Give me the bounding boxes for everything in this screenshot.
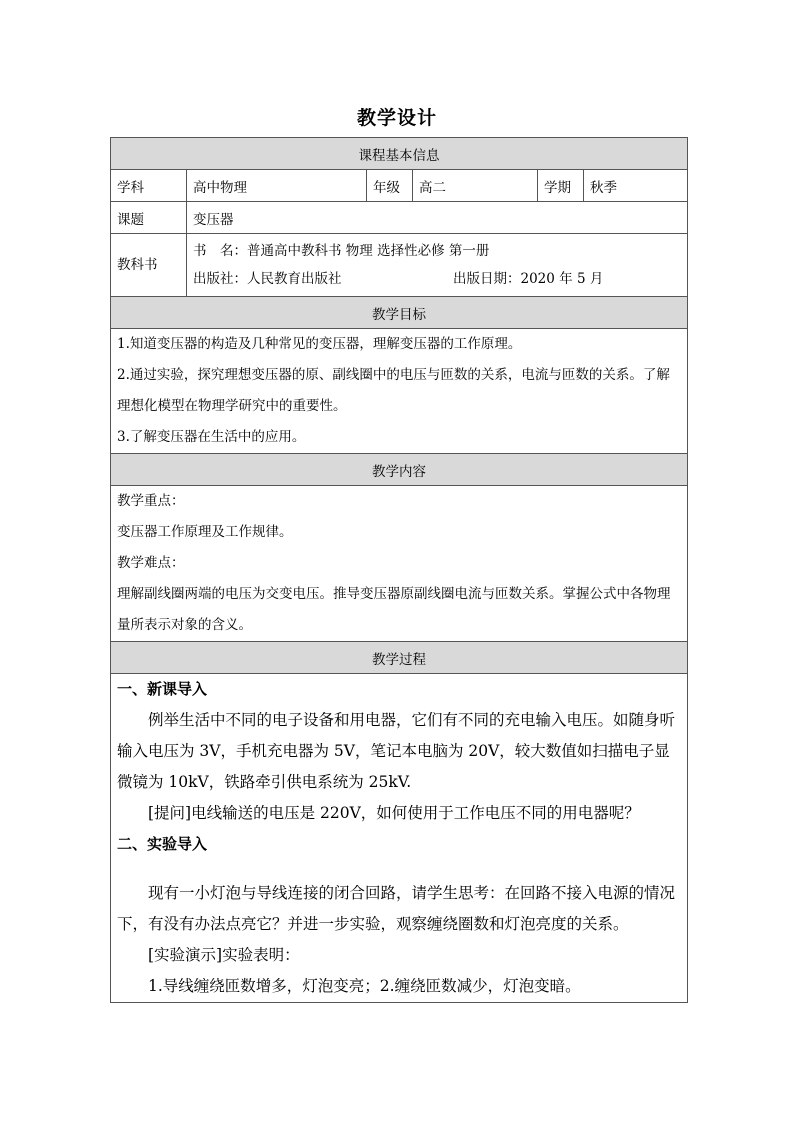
difficulty-text: 理解副线圈两端的电压为交变电压。推导变压器原副线圈电流与匝数关系。掌握公式中各物理量所表示对象的含义。 (117, 586, 671, 633)
textbook-label: 教科书 (111, 234, 187, 297)
paragraph: 1.导线缠绕匝数增多，灯泡变亮；2.缠绕匝数减少，灯泡变暗。 (148, 977, 581, 995)
paragraph: 例举生活中不同的电子设备和用电器，它们有不同的充电输入电压。如随身听输入电压为 3V，手机充电器为 5V，笔记本电脑为 20V，较大数值如扫描电子显微镜为 10kV，铁路牵引供电系统为 25kV. (117, 711, 676, 791)
section-goals (111, 297, 688, 329)
term-value: 秋季 (584, 170, 688, 202)
key-label: 教学重点： (117, 493, 185, 509)
section-content (111, 454, 688, 486)
term-label: 学期 (538, 170, 584, 202)
paragraph: [提问]电线输送的电压是 220V，如何使用于工作电压不同的用电器呢？ (148, 804, 640, 822)
paragraph: 现有一小灯泡与导线连接的闭合回路，请学生思考：在回路不接入电源的情况下，有没有办法点亮它？并进一步实验，观察缠绕圈数和灯泡亮度的关系。 (117, 884, 676, 933)
textbook-info (187, 234, 688, 297)
subject-value: 高中物理 (187, 170, 367, 202)
section-header: 教学过程 (111, 642, 688, 674)
grade-label: 年级 (367, 170, 413, 202)
topic-row (111, 202, 688, 234)
info-row (111, 170, 688, 202)
goal-item: 2.通过实验，探究理想变压器的原、副线圈中的电压与匝数的关系，电流与匝数的关系。了解理想化模型在物理学研究中的重要性。 (117, 367, 670, 414)
lesson-plan-table (110, 137, 688, 1003)
paragraph: [实验演示]实验表明： (148, 946, 300, 964)
section-header: 课程基本信息 (111, 138, 688, 170)
topic-label: 课题 (111, 202, 187, 234)
content-body (111, 486, 688, 642)
difficulty-label: 教学难点： (117, 555, 185, 571)
publish-date: 出版日期：2020 年 5 月 (453, 271, 604, 287)
section-header: 教学内容 (111, 454, 688, 486)
topic-value: 变压器 (187, 202, 688, 234)
page-title: 教学设计 (356, 107, 437, 129)
section-heading: 二、实验导入 (117, 835, 208, 853)
key-text: 变压器工作原理及工作规律。 (117, 524, 293, 540)
section-heading: 一、新课导入 (117, 680, 208, 698)
section-basic-info (111, 138, 688, 170)
textbook-row (111, 234, 688, 297)
goal-item: 1.知道变压器的构造及几种常见的变压器，理解变压器的工作原理。 (117, 336, 522, 352)
goal-item: 3.了解变压器在生活中的应用。 (117, 429, 306, 445)
grade-value: 高二 (413, 170, 538, 202)
publisher: 出版社：人民教育出版社 (193, 271, 342, 287)
goals-body (111, 329, 688, 454)
book-name: 书 名：普通高中教科书 物理 选择性必修 第一册 (193, 243, 490, 259)
section-header: 教学目标 (111, 297, 688, 329)
section-process (111, 642, 688, 674)
subject-label: 学科 (111, 170, 187, 202)
process-body (111, 674, 688, 1003)
